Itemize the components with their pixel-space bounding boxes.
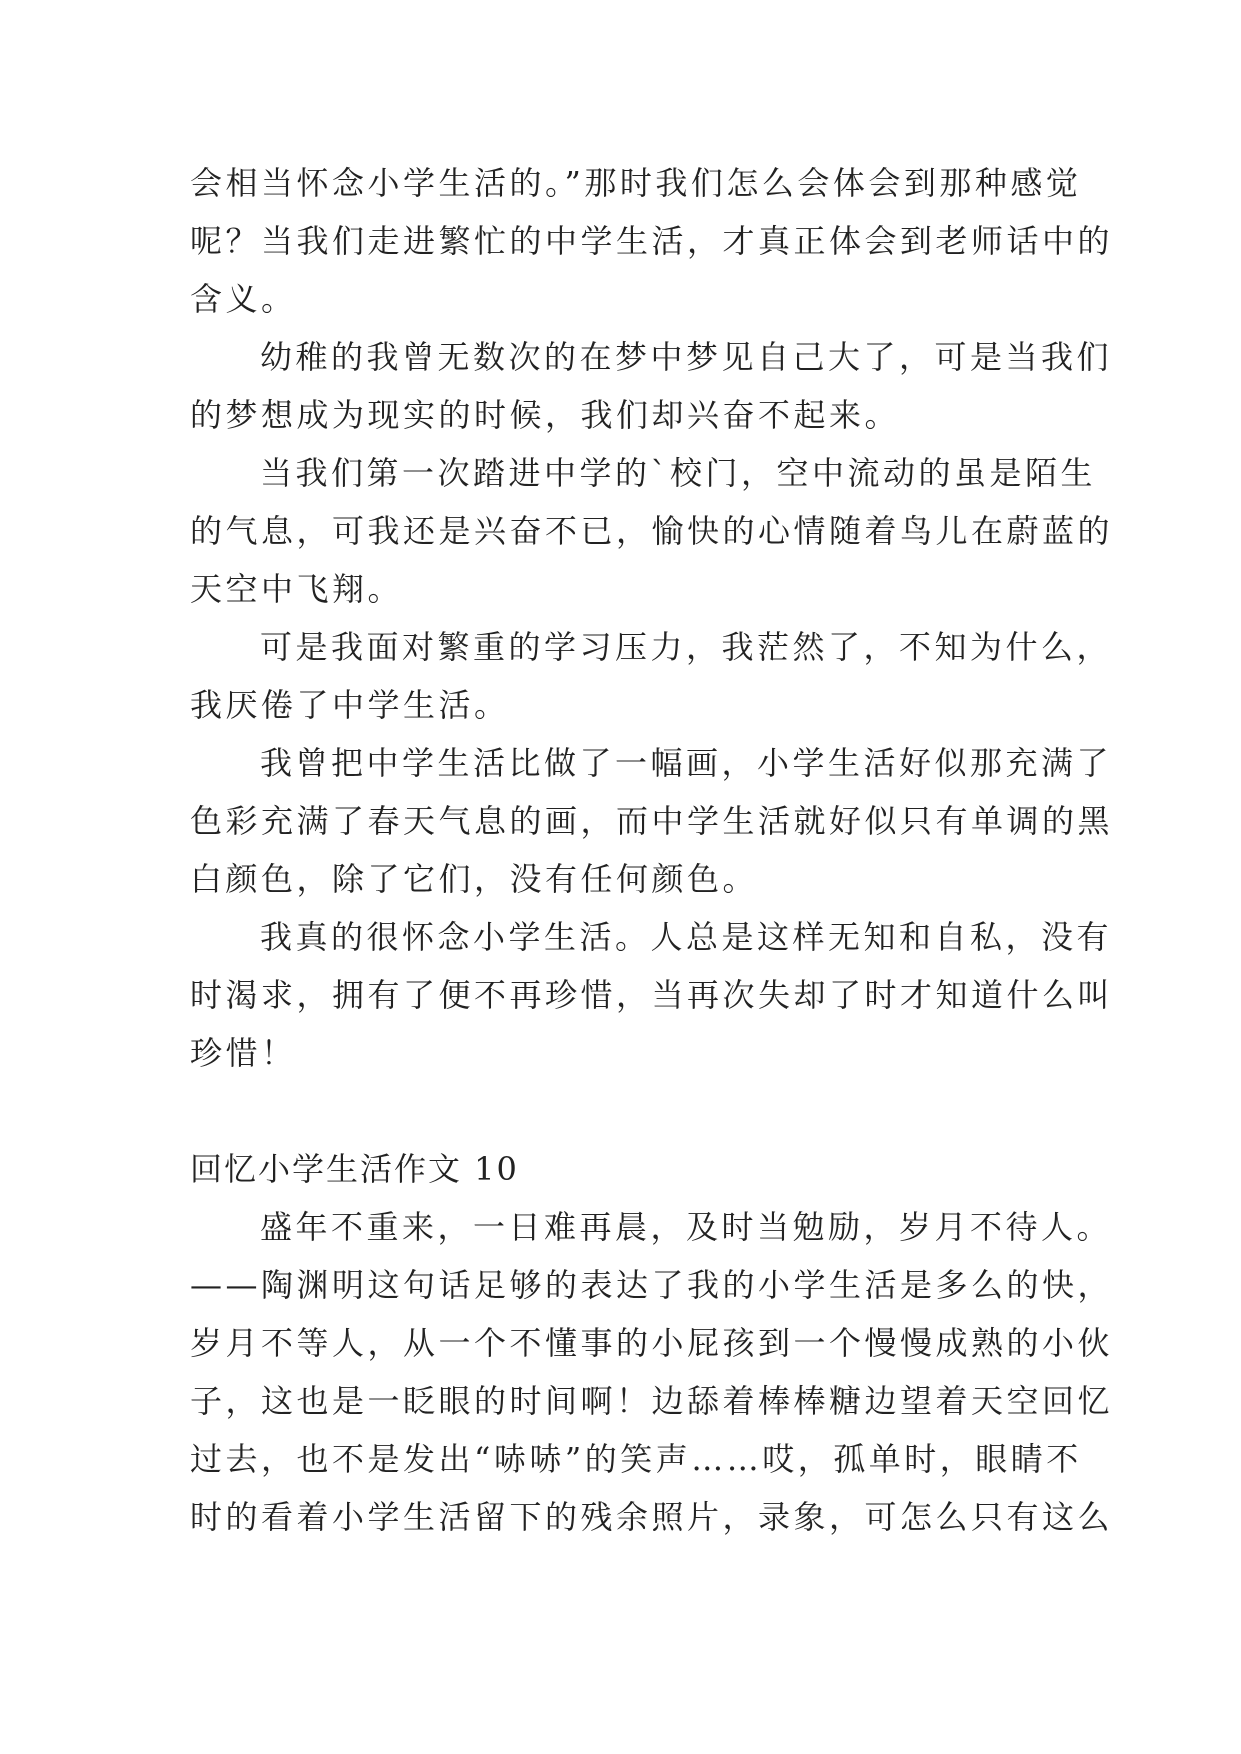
paragraph — [190, 734, 1114, 908]
paragraph — [190, 154, 1114, 328]
text-line: 子，这也是一眨眼的时间啊！边舔着棒棒糖边望着天空回忆 — [190, 1382, 1114, 1420]
text-line: 时渴求，拥有了便不再珍惜，当再次失却了时才知道什么叫 — [190, 976, 1114, 1014]
paragraph — [190, 444, 1114, 618]
text-line: 时的看着小学生活留下的残余照片，录象，可怎么只有这么 — [190, 1498, 1114, 1536]
text-line: 珍惜！ — [190, 1034, 297, 1072]
text-line: ——陶渊明这句话足够的表达了我的小学生活是多么的快， — [190, 1266, 1114, 1304]
text-line: 天空中飞翔。 — [190, 570, 404, 608]
text-line: 呢？当我们走进繁忙的中学生活，才真正体会到老师话中的 — [190, 222, 1114, 260]
text-line: 岁月不等人，从一个不懂事的小屁孩到一个慢慢成熟的小伙 — [190, 1324, 1114, 1362]
section-heading: 回忆小学生活作文 10 — [190, 1150, 519, 1188]
text-line: 盛年不重来，一日难再晨，及时当勉励，岁月不待人。 — [260, 1208, 1113, 1246]
text-line: 色彩充满了春天气息的画，而中学生活就好似只有单调的黑 — [190, 802, 1114, 840]
text-line: 含义。 — [190, 280, 297, 318]
paragraph — [190, 618, 1113, 734]
text-line: 我真的很怀念小学生活。人总是这样无知和自私，没有 — [260, 918, 1113, 956]
text-line: 的梦想成为现实的时候，我们却兴奋不起来。 — [190, 396, 901, 434]
document-body — [190, 154, 1114, 1546]
text-line: 当我们第一次踏进中学的`校门，空中流动的虽是陌生 — [260, 454, 1097, 492]
text-line: 可是我面对繁重的学习压力，我茫然了，不知为什么， — [260, 628, 1113, 666]
paragraph — [190, 908, 1114, 1082]
paragraph — [190, 1198, 1114, 1546]
text-line: 我厌倦了中学生活。 — [190, 686, 510, 724]
text-line: 白颜色，除了它们，没有任何颜色。 — [190, 860, 759, 898]
paragraph — [190, 328, 1113, 444]
text-line: 我曾把中学生活比做了一幅画，小学生活好似那充满了 — [260, 744, 1113, 782]
text-line: 的气息，可我还是兴奋不已，愉快的心情随着鸟儿在蔚蓝的 — [190, 512, 1114, 550]
section-gap — [190, 1082, 1065, 1140]
text-line: 幼稚的我曾无数次的在梦中梦见自己大了，可是当我们 — [260, 338, 1113, 376]
text-line: 过去，也不是发出“哧哧”的笑声……哎，孤单时，眼睛不 — [190, 1440, 1082, 1478]
text-line: 会相当怀念小学生活的。”那时我们怎么会体会到那种感觉 — [190, 164, 1082, 202]
